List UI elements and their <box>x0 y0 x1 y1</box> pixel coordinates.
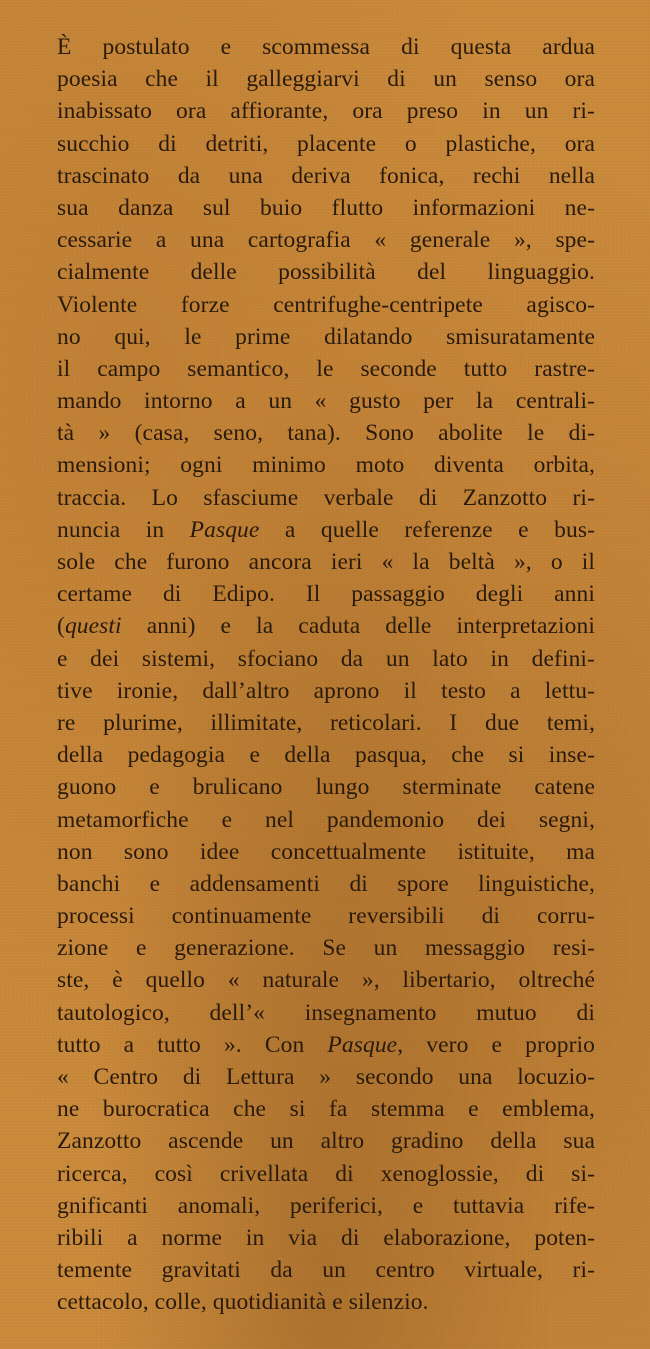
text-line <box>57 643 595 675</box>
text-line <box>57 1061 595 1093</box>
text-line <box>57 707 595 739</box>
text-segment: processi continuamente reversibili di corru- <box>57 903 595 930</box>
text-line <box>57 804 595 836</box>
text-line <box>57 932 595 964</box>
text-segment: Violente forze centrifughe-centripete agisco- <box>57 291 595 318</box>
text-segment: banchi e addensamenti di spore linguistiche, <box>57 870 595 897</box>
text-line <box>57 1286 595 1318</box>
text-segment: cessarie a una cartografia « generale », spe- <box>57 227 595 254</box>
text-segment: cettacolo, colle, quotidianità e silenzio. <box>57 1289 429 1316</box>
text-segment: trascinato da una deriva fonica, rechi nella <box>57 162 595 189</box>
text-line <box>57 514 595 546</box>
text-line <box>57 353 595 385</box>
text-segment: ribili a norme in via di elaborazione, poten- <box>57 1224 595 1251</box>
text-line <box>57 546 595 578</box>
text-line <box>57 739 595 771</box>
text-segment: re plurime, illimitate, reticolari. I due temi, <box>57 709 595 736</box>
text-segment: nuncia in <box>57 516 190 543</box>
text-segment: anni) e la caduta delle interpretazioni <box>121 613 595 640</box>
text-line <box>57 449 595 481</box>
text-line <box>57 675 595 707</box>
text-line <box>57 192 595 224</box>
text-segment: traccia. Lo sfasciume verbale di Zanzotto ri- <box>57 484 595 511</box>
text-segment: no qui, le prime dilatando smisuratamente <box>57 323 595 350</box>
body-paragraph <box>57 31 595 1319</box>
text-segment: il campo semantico, le seconde tutto rastre- <box>57 355 595 382</box>
text-line <box>57 1093 595 1125</box>
text-segment: gnificanti anomali, periferici, e tuttavia rife- <box>57 1192 595 1219</box>
italic-title-text: questi <box>64 613 122 640</box>
text-line <box>57 1254 595 1286</box>
italic-title-text: Pasque <box>327 1031 398 1058</box>
text-line <box>57 1158 595 1190</box>
text-line <box>57 95 595 127</box>
text-line <box>57 578 595 610</box>
text-segment: poesia che il galleggiarvi di un senso ora <box>57 66 595 93</box>
text-line <box>57 836 595 868</box>
text-segment: zione e generazione. Se un messaggio resi- <box>57 935 595 962</box>
text-line <box>57 321 595 353</box>
text-segment: tive ironie, dall’altro aprono il testo a lettu- <box>57 677 595 704</box>
text-line <box>57 417 595 449</box>
text-segment: mensioni; ogni minimo moto diventa orbita, <box>57 452 595 479</box>
text-line <box>57 610 595 642</box>
text-line <box>57 160 595 192</box>
text-segment: temente gravitati da un centro virtuale, ri- <box>57 1257 595 1284</box>
text-segment: sua danza sul buio flutto informazioni ne- <box>57 194 595 221</box>
text-segment: ( <box>57 613 65 640</box>
text-line <box>57 1190 595 1222</box>
text-segment: non sono idee concettualmente istituite, ma <box>57 838 595 865</box>
text-segment: ne burocratica che si fa stemma e emblema, <box>57 1096 595 1123</box>
text-segment: guono e brulicano lungo sterminate catene <box>57 774 595 801</box>
text-segment: sole che furono ancora ieri « la beltà », o il <box>57 549 595 575</box>
text-segment: tà » (casa, seno, tana). Sono abolite le di- <box>57 420 595 447</box>
text-segment: e dei sistemi, sfociano da un lato in defini- <box>57 645 595 672</box>
text-segment: « Centro di Lettura » secondo una locuzio- <box>57 1064 595 1090</box>
text-line <box>57 964 595 996</box>
text-segment: mando intorno a un « gusto per la centrali- <box>57 388 595 415</box>
text-line <box>57 771 595 803</box>
italic-title-text: Pasque <box>189 516 260 543</box>
text-line <box>57 868 595 900</box>
text-segment: ste, è quello « naturale », libertario, oltreché <box>57 967 595 994</box>
text-line <box>57 1029 595 1061</box>
text-segment: della pedagogia e della pasqua, che si inse- <box>57 742 595 769</box>
text-segment: È postulato e scommessa di questa ardua <box>57 34 595 60</box>
text-segment: certame di Edipo. Il passaggio degli anni <box>57 581 595 608</box>
text-line <box>57 385 595 417</box>
text-segment: cialmente delle possibilità del linguaggio. <box>57 259 595 286</box>
text-segment: , vero e proprio <box>397 1031 595 1058</box>
text-line <box>57 482 595 514</box>
text-line <box>57 900 595 932</box>
text-segment: ricerca, così crivellata di xenoglossie, di si- <box>57 1160 595 1187</box>
text-line <box>57 997 595 1029</box>
text-line <box>57 128 595 160</box>
text-line <box>57 1222 595 1254</box>
text-line <box>57 63 595 95</box>
text-segment: a quelle referenze e bus- <box>259 516 595 543</box>
text-segment: tutto a tutto ». Con <box>57 1031 328 1058</box>
text-segment: tautologico, dell’« insegnamento mutuo di <box>57 999 595 1026</box>
text-segment: inabissato ora affiorante, ora preso in un ri- <box>57 98 595 125</box>
text-segment: succhio di detriti, placente o plastiche, ora <box>57 130 595 157</box>
text-segment: Zanzotto ascende un altro gradino della sua <box>57 1128 595 1155</box>
text-line <box>57 224 595 256</box>
text-segment: metamorfiche e nel pandemonio dei segni, <box>57 806 595 833</box>
text-line <box>57 31 595 63</box>
text-line <box>57 1125 595 1157</box>
text-line <box>57 256 595 288</box>
text-line <box>57 289 595 321</box>
